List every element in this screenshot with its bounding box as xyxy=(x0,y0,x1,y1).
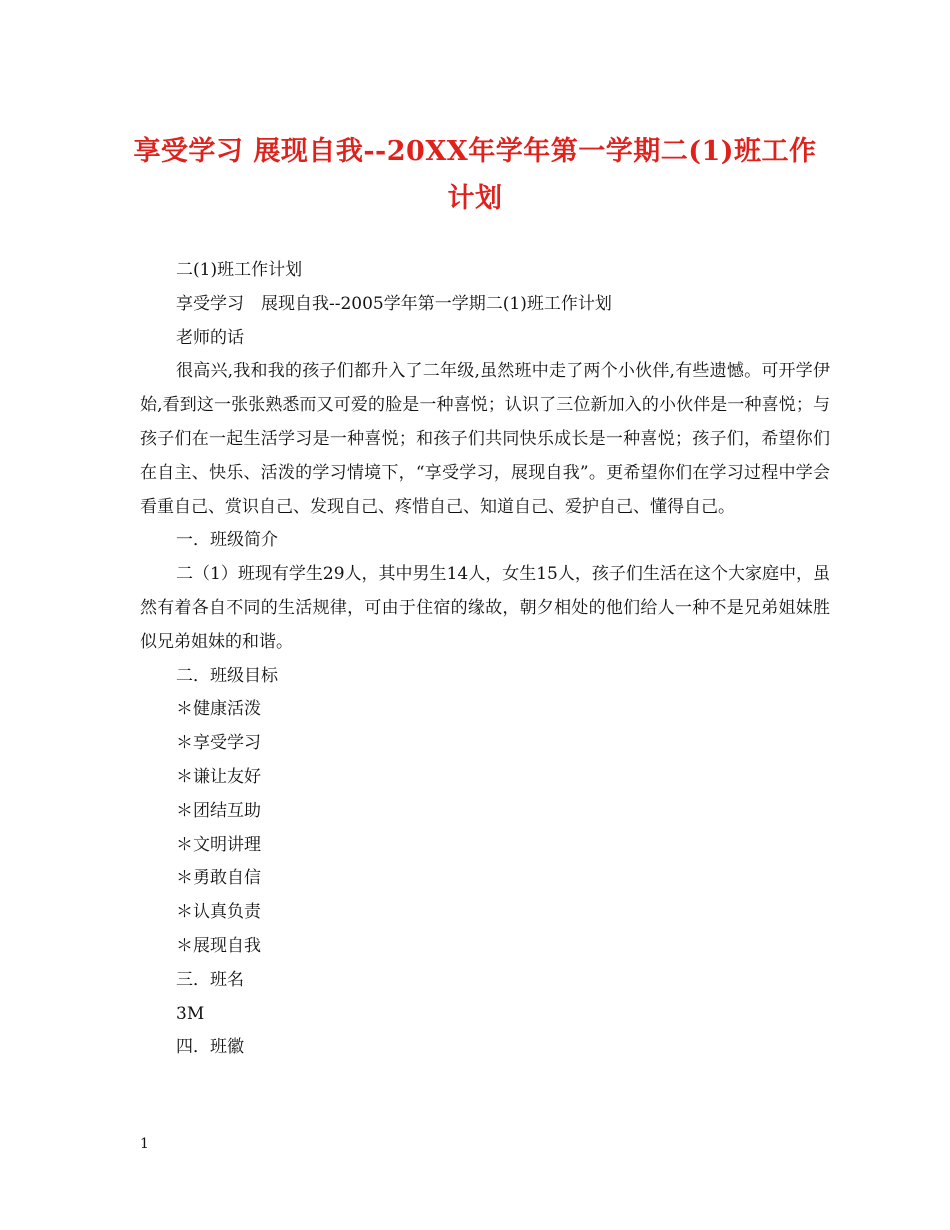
page-number: 1 xyxy=(140,1136,149,1152)
goal-item: ＊谦让友好 xyxy=(176,766,261,787)
class-name-value: 3M xyxy=(176,1003,205,1024)
goal-item: ＊文明讲理 xyxy=(176,834,261,855)
goal-item: ＊认真负责 xyxy=(176,902,261,923)
document-title: 享受学习 展现自我--20XX年学年第一学期二(1)班工作计划 xyxy=(133,136,817,214)
teacher-words-paragraph: 很高兴,我和我的孩子们都升入了二年级,虽然班中走了两个小伙伴,有些遗憾。可开学伊始,看到这一张张熟悉而又可爱的脸是一种喜悦；认识了三位新加入的小伙伴是一种喜悦；与孩子们在一起生活学习是一种喜悦；和孩子们共同快乐成长是一种喜悦；孩子们，希望你们在自主、快乐、活泼的学习情境下，“享受学习，展现自我”。更希望你们在学习过程中学会看重自己、赏识自己、发现自己、疼惜自己、知道自己、爱护自己、懂得自己。 xyxy=(140,361,830,517)
section-heading-class-goals: 二．班级目标 xyxy=(176,665,278,686)
goal-item: ＊享受学习 xyxy=(176,733,261,754)
subtitle: 二(1)班工作计划 xyxy=(176,260,303,280)
goal-item: ＊勇敢自信 xyxy=(176,868,261,889)
teacher-words-label: 老师的话 xyxy=(176,327,244,348)
section-heading-class-name: 三．班名 xyxy=(176,969,244,990)
section-heading-class-intro: 一．班级简介 xyxy=(176,530,278,551)
section-heading-class-badge: 四．班徽 xyxy=(176,1037,244,1058)
document-body xyxy=(140,254,830,1065)
class-intro-paragraph: 二（1）班现有学生29人，其中男生14人，女生15人，孩子们生活在这个大家庭中，虽然有着各自不同的生活规律，可由于住宿的缘故，朝夕相处的他们给人一种不是兄弟姐妹胜似兄弟姐妹的和谐。 xyxy=(140,564,830,652)
heading-line: 享受学习 展现自我--2005学年第一学期二(1)班工作计划 xyxy=(176,293,612,314)
goal-item: ＊展现自我 xyxy=(176,935,261,956)
goal-item: ＊团结互助 xyxy=(176,800,261,821)
goal-item: ＊健康活泼 xyxy=(176,699,261,720)
